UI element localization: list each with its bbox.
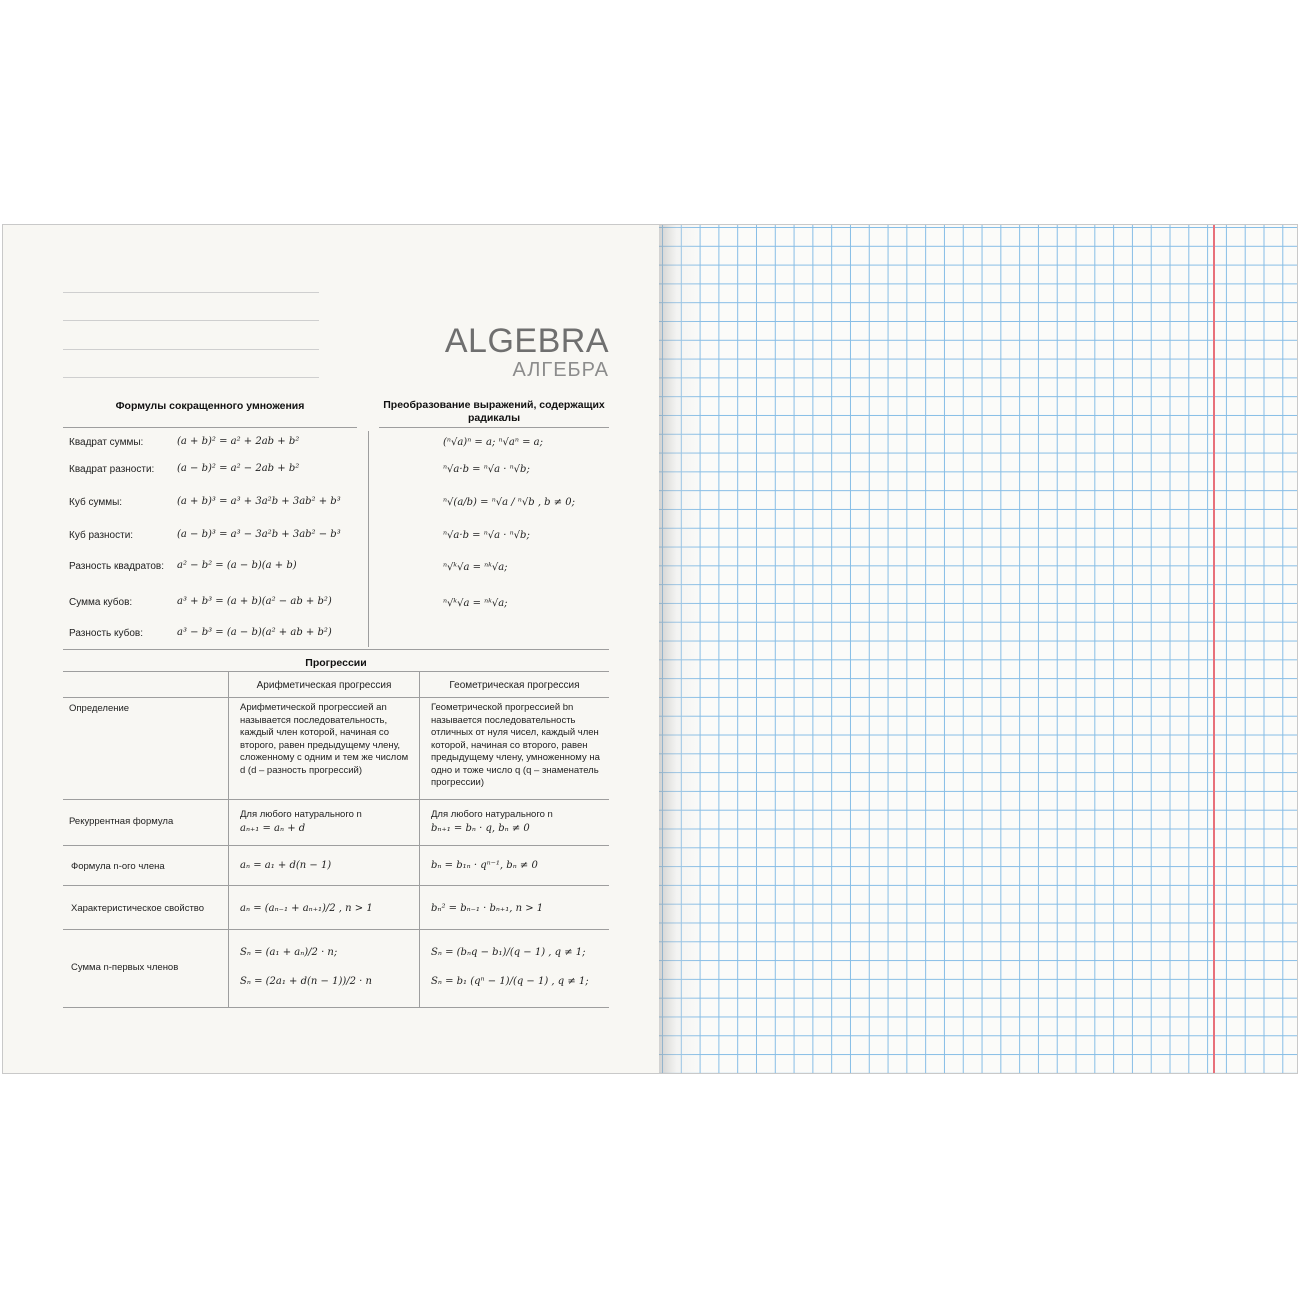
page-subtitle: АЛГЕБРА (512, 359, 609, 381)
formula-expr: a³ − b³ = (a − b)(a² + ab + b²) (177, 627, 332, 638)
radical-expr: ⁿ√ᵏ√a = ⁿᵏ√a; (443, 562, 508, 573)
table-bottom-line (63, 1007, 609, 1008)
table-top-line (63, 649, 609, 650)
arith-sum-2: Sₙ = (2a₁ + d(n − 1))/2 · n (240, 976, 372, 987)
table-line (63, 799, 609, 800)
formula-label: Куб разности: (69, 530, 134, 541)
formula-expr: (a − b)³ = a³ − 3a²b + 3ab² − b³ (177, 529, 341, 540)
geom-nth: bₙ = b₁ₙ · qⁿ⁻¹, bₙ ≠ 0 (431, 860, 538, 871)
row-label: Рекуррентная формула (69, 816, 174, 827)
row-label: Характеристическое свойство (71, 903, 205, 914)
table-line (63, 885, 609, 886)
formula-label: Разность кубов: (69, 628, 144, 639)
table-line (63, 671, 609, 672)
col-header-arith: Арифметическая прогрессия (256, 680, 392, 691)
formula-label: Сумма кубов: (69, 597, 133, 608)
radicals-title: Преобразование выражений, содержащих радикалы (383, 399, 605, 424)
name-line-1 (63, 292, 319, 293)
formula-expr: (a + b)³ = a³ + 3a²b + 3ab² + b³ (177, 496, 341, 507)
arith-sum-1: Sₙ = (a₁ + aₙ)/2 · n; (240, 947, 338, 958)
name-line-2 (63, 320, 319, 321)
geom-sum-2: Sₙ = b₁ (qⁿ − 1)/(q − 1) , q ≠ 1; (431, 976, 589, 987)
arith-note: Для любого натурального n (240, 809, 362, 820)
formula-expr: a² − b² = (a − b)(a + b) (177, 560, 297, 571)
page-title: ALGEBRA (444, 322, 609, 360)
geom-recurrent: bₙ₊₁ = bₙ · q, bₙ ≠ 0 (431, 823, 530, 834)
formula-label: Квадрат разности: (69, 464, 155, 475)
radical-expr: ⁿ√(a/b) = ⁿ√a / ⁿ√b , b ≠ 0; (443, 497, 576, 508)
grid-page (659, 225, 1297, 1073)
formula-expr: (a − b)² = a² − 2ab + b² (177, 463, 300, 474)
name-line-3 (63, 349, 319, 350)
radical-expr: ⁿ√a·b = ⁿ√a · ⁿ√b; (443, 530, 530, 541)
formula-label: Разность квадратов: (69, 561, 165, 572)
table-col-line (228, 672, 229, 1007)
formula-label: Куб суммы: (69, 497, 123, 508)
formula-expr: (a + b)² = a² + 2ab + b² (177, 436, 300, 447)
arith-property: aₙ = (aₙ₋₁ + aₙ₊₁)/2 , n > 1 (240, 903, 373, 914)
geom-sum-1: Sₙ = (bₙq − b₁)/(q − 1) , q ≠ 1; (431, 947, 586, 958)
radical-expr: (ⁿ√a)ⁿ = a; ⁿ√aⁿ = a; (443, 437, 543, 448)
radical-expr: ⁿ√a·b = ⁿ√a · ⁿ√b; (443, 464, 530, 475)
formula-label: Квадрат суммы: (69, 437, 144, 448)
formula-expr: a³ + b³ = (a + b)(a² − ab + b²) (177, 596, 332, 607)
name-line-4 (63, 377, 319, 378)
row-label: Определение (69, 703, 130, 714)
table-col-line (419, 672, 420, 1007)
radicals-divider (379, 427, 609, 428)
formulas-title: Формулы сокращенного умножения (115, 400, 305, 412)
cover-page (3, 225, 659, 1073)
table-line (63, 845, 609, 846)
geom-definition: Геометрической прогрессией bn называется последовательность отличных от нуля чисел, каждый член которой, начиная со второго, равен предыдущему члену, умноженному на одно и тоже число q (q – знаменатель прогрессии) (431, 702, 600, 788)
formulas-divider (63, 427, 357, 428)
arith-definition: Арифметической прогрессией an называется последовательность, каждый член которой, начиная со второго, равен предыдущему члену, сложенному с одним и тем же числом d (d – разность прогрессий) (240, 702, 409, 776)
margin-line (1213, 225, 1215, 1073)
arith-recurrent: aₙ₊₁ = aₙ + d (240, 823, 306, 834)
row-label: Сумма n-первых членов (71, 962, 179, 973)
notebook-cover-spread (2, 224, 1298, 1074)
geom-property: bₙ² = bₙ₋₁ · bₙ₊₁, n > 1 (431, 903, 544, 914)
table-line (63, 697, 609, 698)
arith-nth: aₙ = a₁ + d(n − 1) (240, 860, 332, 871)
row-label: Формула n-ого члена (71, 861, 165, 872)
spine-shadow (659, 225, 703, 1073)
geom-note: Для любого натурального n (431, 809, 553, 820)
radical-expr: ⁿ√ᵏ√a = ⁿᵏ√a; (443, 598, 508, 609)
table-line (63, 929, 609, 930)
formulas-separator (368, 431, 369, 647)
col-header-geom: Геометрическая прогрессия (449, 680, 580, 691)
progressions-title: Прогрессии (305, 657, 367, 669)
